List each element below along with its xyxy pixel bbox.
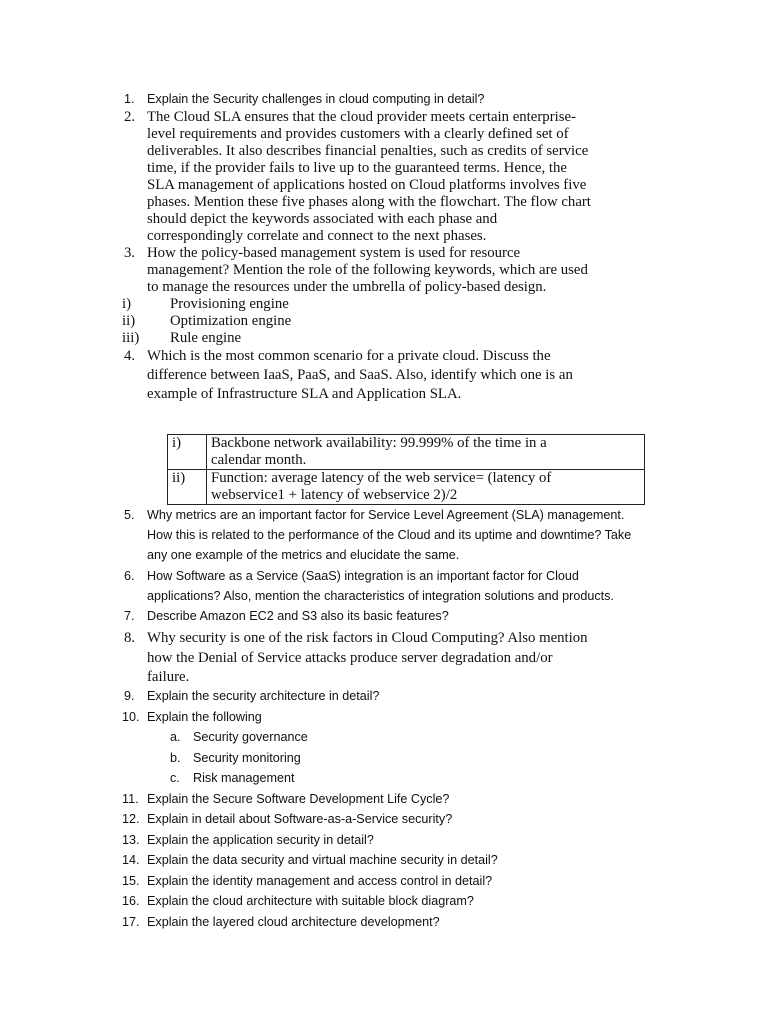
q10-item-text: Security governance xyxy=(193,730,308,744)
q13-text: Explain the application security in detail? xyxy=(147,833,374,847)
q2-line: should depict the keywords associated with each phase and xyxy=(147,211,498,227)
q5-line: Why metrics are an important factor for Service Level Agreement (SLA) management. xyxy=(147,508,625,522)
table-row-line: Backbone network availability: 99.999% of the time in a xyxy=(211,435,547,451)
q10-item-letter: b. xyxy=(170,751,181,765)
q17-text: Explain the layered cloud architecture development? xyxy=(147,915,440,929)
table-row-line: Function: average latency of the web service= (latency of xyxy=(211,470,552,486)
q2-line: SLA management of applications hosted on Cloud platforms involves five xyxy=(147,177,587,193)
q2-number: 2. xyxy=(124,109,136,125)
q3-number: 3. xyxy=(124,245,136,261)
q3-item-number: i) xyxy=(122,296,132,312)
table-row-text xyxy=(207,470,645,505)
q4-line: example of Infrastructure SLA and Application SLA. xyxy=(147,386,462,402)
q10-item-text: Security monitoring xyxy=(193,751,301,765)
q2-line: time, if the provider fails to live up to the guaranteed terms. Hence, the xyxy=(147,160,567,176)
q9-number: 9. xyxy=(124,689,135,703)
table-row xyxy=(168,470,645,505)
q7-text: Describe Amazon EC2 and S3 also its basic features? xyxy=(147,609,449,623)
q4-line: Which is the most common scenario for a private cloud. Discuss the xyxy=(147,348,551,364)
q8-line: Why security is one of the risk factors in Cloud Computing? Also mention xyxy=(147,630,588,646)
q6-number: 6. xyxy=(124,569,135,583)
q6-line: applications? Also, mention the characteristics of integration solutions and products. xyxy=(147,589,614,603)
q10-item-letter: c. xyxy=(170,771,180,785)
table-row xyxy=(168,435,645,470)
q12-number: 12. xyxy=(122,812,140,826)
q5-line: any one example of the metrics and elucidate the same. xyxy=(147,548,460,562)
q10-text: Explain the following xyxy=(147,710,262,724)
q2-line: phases. Mention these five phases along with the flowchart. The flow chart xyxy=(147,194,591,210)
q12-text: Explain in detail about Software-as-a-Service security? xyxy=(147,812,453,826)
q14-number: 14. xyxy=(122,853,140,867)
q2-line: correspondingly correlate and connect to the next phases. xyxy=(147,228,487,244)
q1-text: Explain the Security challenges in cloud computing in detail? xyxy=(147,92,485,106)
q5-line: How this is related to the performance of the Cloud and its uptime and downtime? Take xyxy=(147,528,632,542)
q3-line: management? Mention the role of the following keywords, which are used xyxy=(147,262,588,278)
q1-number: 1. xyxy=(124,92,135,106)
q2-line: level requirements and provides customers with a clearly defined set of xyxy=(147,126,569,142)
q2-line: deliverables. It also describes financial penalties, such as credits of service xyxy=(147,143,589,159)
sla-metrics-table xyxy=(167,434,645,505)
q8-line: failure. xyxy=(147,669,190,685)
q11-number: 11. xyxy=(122,792,139,806)
q4-line: difference between IaaS, PaaS, and SaaS. Also, identify which one is an xyxy=(147,367,573,383)
q4-number: 4. xyxy=(124,348,136,364)
table-row-line: webservice1 + latency of webservice 2)/2 xyxy=(211,487,458,503)
q14-text: Explain the data security and virtual machine security in detail? xyxy=(147,853,498,867)
table-row-line: calendar month. xyxy=(211,452,307,468)
table-row-index: i) xyxy=(168,435,207,470)
q11-text: Explain the Secure Software Development Life Cycle? xyxy=(147,792,450,806)
q3-item-number: iii) xyxy=(122,330,140,346)
q2-line: The Cloud SLA ensures that the cloud provider meets certain enterprise- xyxy=(147,109,576,125)
q3-item-text: Rule engine xyxy=(170,330,242,346)
q10-item-text: Risk management xyxy=(193,771,295,785)
q13-number: 13. xyxy=(122,833,140,847)
q15-text: Explain the identity management and access control in detail? xyxy=(147,874,493,888)
q10-item-letter: a. xyxy=(170,730,181,744)
q16-number: 16. xyxy=(122,894,140,908)
table-row-text xyxy=(207,435,645,470)
q10-number: 10. xyxy=(122,710,140,724)
q7-number: 7. xyxy=(124,609,135,623)
q3-item-text: Optimization engine xyxy=(170,313,292,329)
q16-text: Explain the cloud architecture with suitable block diagram? xyxy=(147,894,474,908)
q8-number: 8. xyxy=(124,630,136,646)
q6-line: How Software as a Service (SaaS) integration is an important factor for Cloud xyxy=(147,569,579,583)
table-row-index: ii) xyxy=(168,470,207,505)
q3-item-text: Provisioning engine xyxy=(170,296,289,312)
q5-number: 5. xyxy=(124,508,135,522)
q15-number: 15. xyxy=(122,874,140,888)
q3-line: to manage the resources under the umbrella of policy-based design. xyxy=(147,279,547,295)
q3-line: How the policy-based management system is used for resource xyxy=(147,245,521,261)
q17-number: 17. xyxy=(122,915,140,929)
q8-line: how the Denial of Service attacks produce server degradation and/or xyxy=(147,650,553,666)
q3-item-number: ii) xyxy=(122,313,136,329)
q9-text: Explain the security architecture in detail? xyxy=(147,689,380,703)
